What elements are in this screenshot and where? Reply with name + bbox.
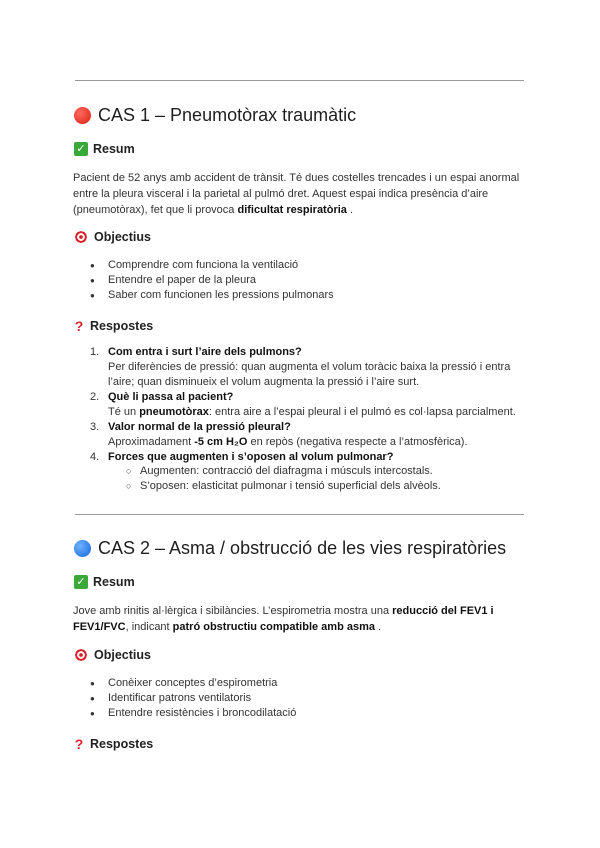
list-item: ● Entendre el paper de la pleura xyxy=(90,273,334,288)
list-item: ● Saber com funcionen les pressions pulmonars xyxy=(90,288,334,303)
horizontal-rule xyxy=(75,80,524,81)
case2-respostes-heading xyxy=(74,736,153,752)
question-mark-icon: ? xyxy=(74,318,84,334)
case1-respostes-list xyxy=(90,345,530,465)
case2-resum-heading xyxy=(74,575,135,589)
case1-forces-sublist xyxy=(90,464,441,494)
list-item: ● Identificar patrons ventilatoris xyxy=(90,691,296,706)
heading-text: Objectius xyxy=(94,648,151,662)
list-item: 4. Forces que augmenten i s’oposen al volum pulmonar? xyxy=(90,450,530,465)
heading-text: Respostes xyxy=(90,319,154,333)
check-mark-icon: ✓ xyxy=(74,142,88,156)
case1-resum-paragraph: Pacient de 52 anys amb accident de trànsit. Té dues costelles trencades i un espai anormal entre la pleura visceral i la parietal al pulmó dret. Aquest espai indica presència d’aire (pneumotòrax), fet que li provoca dificultat respiratòria . xyxy=(73,172,520,216)
heading-text: Respostes xyxy=(90,737,154,751)
answer: Per diferències de pressió: quan augmenta el volum toràcic baixa la pressió i entra xyxy=(108,361,511,373)
question-mark-icon: ? xyxy=(74,736,84,752)
list-item: ● Entendre resistències i broncodilatació xyxy=(90,706,296,721)
target-icon xyxy=(74,230,88,244)
sub-list-item: ○ Augmenten: contracció del diafragma i músculs intercostals. xyxy=(126,464,441,479)
case2-objectius-list xyxy=(90,676,296,721)
blue-circle-icon xyxy=(74,540,91,557)
sub-list-item: ○ S’oposen: elasticitat pulmonar i tensió superficial dels alvèols. xyxy=(126,479,441,494)
list-item: 3. Valor normal de la pressió pleural? Aproximadament -5 cm H₂O en repòs (negativa respecte a l’atmosfèrica). xyxy=(90,420,530,450)
case1-resum-heading xyxy=(74,142,135,156)
target-icon xyxy=(74,648,88,662)
horizontal-rule xyxy=(75,514,524,515)
heading-text: Resum xyxy=(93,575,135,589)
list-item: 1. Com entra i surt l’aire dels pulmons? Per diferències de pressió: quan augmenta el volum toràcic baixa la pressió i entra l’aire; quan disminueix el volum augmenta la pressió i l’aire surt. xyxy=(90,345,530,390)
case2-objectius-heading xyxy=(74,648,151,662)
answer: l’aire; quan disminueix el volum augmenta la pressió i l’aire surt. xyxy=(108,376,420,388)
list-item: ● Conèixer conceptes d’espirometria xyxy=(90,676,296,691)
heading-text: Objectius xyxy=(94,230,151,244)
list-item: ● Comprendre com funciona la ventilació xyxy=(90,258,334,273)
case1-objectius-list xyxy=(90,258,334,303)
question: Forces que augmenten i s’oposen al volum pulmonar? xyxy=(108,451,394,463)
red-circle-icon xyxy=(74,107,91,124)
heading-text: Resum xyxy=(93,142,135,156)
case1-title xyxy=(74,105,356,126)
question: Com entra i surt l’aire dels pulmons? xyxy=(108,346,302,358)
case1-objectius-heading xyxy=(74,230,151,244)
list-item: 2. Què li passa al pacient? Té un pneumotòrax: entra aire a l’espai pleural i el pulmó es col·lapsa parcialment. xyxy=(90,390,530,420)
case2-resum-paragraph: Jove amb rinitis al·lèrgica i sibilàncies. L’espirometria mostra una reducció del FEV1 i FEV1/FVC, indicant patró obstructiu compatible amb asma . xyxy=(73,605,494,633)
case2-title xyxy=(74,538,506,559)
case2-title-text: CAS 2 – Asma / obstrucció de les vies respiratòries xyxy=(98,538,507,558)
question: Què li passa al pacient? xyxy=(108,391,234,403)
answer: Té un pneumotòrax: entra aire a l’espai pleural i el pulmó es col·lapsa parcialment. xyxy=(108,406,516,418)
case1-title-text: CAS 1 – Pneumotòrax traumàtic xyxy=(98,105,357,125)
question: Valor normal de la pressió pleural? xyxy=(108,421,291,433)
check-mark-icon: ✓ xyxy=(74,575,88,589)
answer: Aproximadament -5 cm H₂O en repòs (negativa respecte a l’atmosfèrica). xyxy=(108,436,468,448)
case1-respostes-heading xyxy=(74,318,153,334)
